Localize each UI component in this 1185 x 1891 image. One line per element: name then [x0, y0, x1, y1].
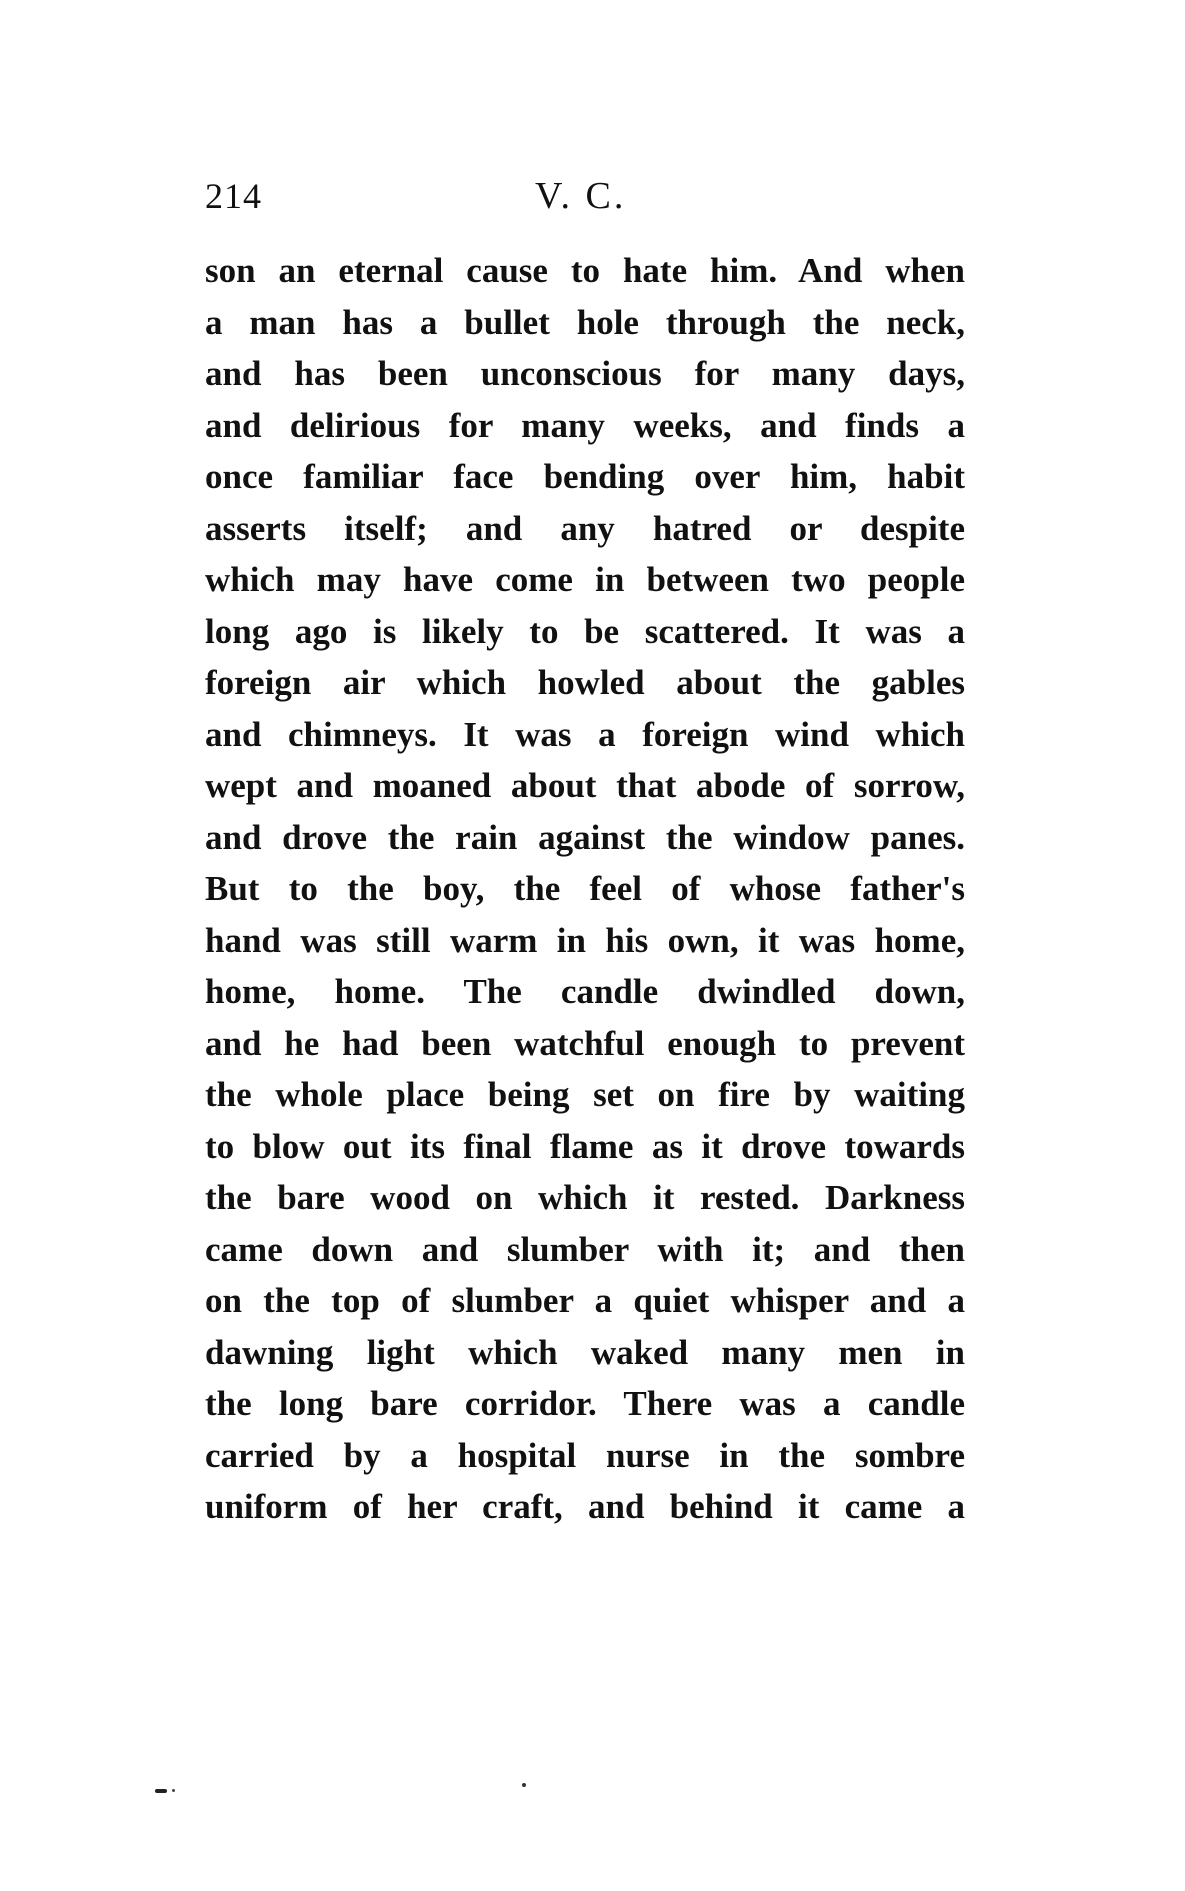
text-line-24: carried by a hospital nurse in the sombre: [205, 1435, 965, 1475]
text-line-1: son an eternal cause to hate him. And when: [205, 251, 965, 290]
text-line-4: and delirious for many weeks, and finds a: [205, 405, 965, 445]
text-line-12: and drove the rain against the window panes.: [205, 817, 965, 857]
page-number: 214: [205, 176, 262, 216]
text-line-23: the long bare corridor. There was a candle: [205, 1384, 965, 1423]
text-line-9: foreign air which howled about the gables: [205, 663, 965, 702]
text-line-18: to blow out its final flame as it drove towards: [205, 1126, 965, 1166]
print-speck: [172, 1789, 175, 1792]
text-line-22: dawning light which waked many men in: [205, 1332, 965, 1372]
text-line-6: asserts itself; and any hatred or despite: [205, 508, 965, 548]
text-line-17: the whole place being set on fire by waiting: [205, 1075, 965, 1114]
text-line-2: a man has a bullet hole through the neck,: [205, 302, 965, 342]
body-text: [205, 245, 965, 1533]
text-line-8: long ago is likely to be scattered. It was a: [205, 611, 965, 651]
text-line-16: and he had been watchful enough to prevent: [205, 1023, 965, 1063]
text-line-20: came down and slumber with it; and then: [205, 1229, 965, 1269]
text-line-10: and chimneys. It was a foreign wind which: [205, 714, 965, 754]
text-line-5: once familiar face bending over him, habit: [205, 457, 965, 496]
text-line-15: home, home. The candle dwindled down,: [205, 972, 965, 1011]
text-line-11: wept and moaned about that abode of sorrow,: [205, 766, 965, 805]
text-line-7: which may have come in between two people: [205, 560, 965, 599]
text-line-14: hand was still warm in his own, it was home,: [205, 920, 965, 960]
text-line-19: the bare wood on which it rested. Darkness: [205, 1178, 965, 1217]
running-head: V. C.: [535, 175, 627, 217]
page-header: [205, 172, 965, 220]
print-speck-center: [522, 1783, 526, 1787]
text-line-13: But to the boy, the feel of whose father's: [205, 869, 965, 908]
text-line-25: uniform of her craft, and behind it came a: [205, 1487, 965, 1526]
text-line-21: on the top of slumber a quiet whisper and a: [205, 1281, 965, 1320]
print-smudge-mark: [155, 1789, 167, 1793]
text-line-3: and has been unconscious for many days,: [205, 354, 965, 393]
